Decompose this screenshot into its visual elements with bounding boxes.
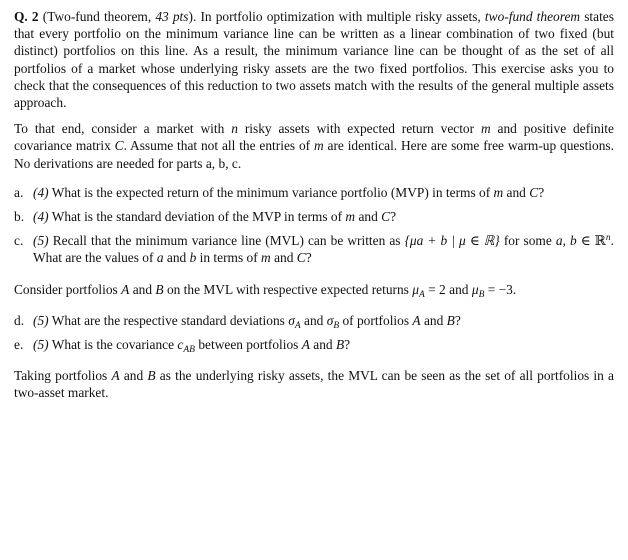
mu-B-value: = −3.	[487, 281, 517, 297]
part-d	[14, 312, 614, 329]
part-c-points: (5)	[33, 233, 49, 249]
part-e-var-B: B	[335, 337, 345, 353]
part-c-text-6: and	[274, 250, 294, 266]
part-d-points: (5)	[33, 312, 49, 328]
mu-symbol-B: μ	[471, 281, 479, 297]
mu-sub-A: A	[418, 289, 425, 300]
closing-paragraph	[14, 367, 614, 401]
intro-text-1: In portfolio optimization with multiple risky assets,	[200, 9, 481, 24]
part-d-var-A: A	[412, 312, 421, 328]
part-d-label: d.	[14, 312, 25, 328]
mu-symbol-A: μ	[412, 281, 419, 297]
part-d-text-3: of portfolios	[342, 312, 410, 328]
part-c-rn-exponent: n	[605, 233, 611, 244]
portfolios-paragraph	[14, 281, 614, 298]
part-e-label: e.	[14, 337, 24, 353]
part-c-var-b: b	[189, 250, 197, 266]
sigma-A: σ	[288, 312, 295, 328]
part-c-label: c.	[14, 233, 24, 249]
part-e-text-3: and	[313, 337, 333, 353]
question-points: 43 pts	[155, 9, 189, 24]
part-c-var-C: C	[296, 250, 306, 266]
var-m: m	[480, 121, 491, 137]
question-title-end: ).	[188, 9, 197, 24]
part-a-text-1: What is the expected return of the minimum variance portfolio (MVP) in terms of	[51, 184, 491, 200]
part-c-var-m: m	[261, 250, 271, 266]
setup-text-3: and positive definite covariance matrix	[14, 121, 614, 154]
part-b-var-C: C	[381, 209, 391, 225]
closing-text-3: as the underlying risky assets, the MVL can be seen as the set of all portfolios in a two-asset market.	[14, 368, 614, 401]
part-e-points: (5)	[33, 337, 49, 353]
part-a-var-m: m	[493, 184, 504, 200]
part-c-text-7: ?	[305, 250, 312, 266]
var-n: n	[231, 121, 238, 137]
question-number: Q. 2	[14, 9, 39, 24]
portfolios-text-1: Consider portfolios	[14, 281, 118, 297]
setup-text-5: are identical. Here are some free warm-up questions. No derivations are needed for parts a, b, c.	[14, 138, 614, 171]
part-c-in-rn: ∈ ℝ	[580, 233, 606, 249]
part-b-points: (4)	[33, 209, 49, 225]
part-d-var-B: B	[446, 312, 455, 328]
part-a-points: (4)	[33, 184, 49, 200]
portfolio-A: A	[121, 281, 130, 297]
cov-c: c	[177, 337, 184, 353]
part-b-label: b.	[14, 209, 25, 225]
closing-text-1: Taking portfolios	[14, 368, 108, 384]
part-d-text-2: and	[304, 312, 324, 328]
part-e-text-2: between portfolios	[198, 337, 299, 353]
part-a-var-C: C	[529, 184, 539, 200]
mu-sub-B: B	[478, 289, 485, 300]
sigma-sub-B: B	[333, 320, 340, 331]
part-b-text-1: What is the standard deviation of the MVP in terms of	[51, 209, 343, 225]
sigma-B: σ	[326, 312, 334, 328]
portfolios-text-2: and	[132, 281, 153, 297]
part-c-text-2: for some	[503, 233, 552, 249]
var-C: C	[114, 138, 124, 154]
sigma-sub-A: A	[294, 320, 301, 331]
setup-text-1: To that end, consider a market with	[14, 121, 225, 137]
closing-var-A: A	[111, 368, 120, 384]
part-d-text-1: What are the respective standard deviations	[51, 312, 285, 328]
part-a-label: a.	[14, 184, 24, 200]
part-c-text-4: and	[166, 250, 187, 266]
portfolios-text-4: and	[449, 281, 469, 297]
part-c-text-3: . What are the values of	[33, 233, 614, 266]
portfolios-text-3: on the MVL with respective expected returns	[166, 281, 409, 297]
part-d-text-4: and	[423, 312, 444, 328]
part-a-text-3: ?	[538, 184, 545, 200]
intro-text-2: states that every portfolio on the minimum variance line can be written as a linear combination of two fixed (but distinct) portfolios on this line. As a result, the minimum variance line can be thought of as the set of all portfolios of a market whose underlying risky assets are the two fixed portfolios. This exercise asks you to check that the consequences of this reduction to two assets match with the results of the general multiple assets approach.	[14, 9, 614, 111]
part-e-text-1: What is the covariance	[51, 337, 175, 353]
part-e	[14, 336, 614, 356]
part-b	[14, 208, 614, 225]
part-c-text-5: in terms of	[199, 250, 258, 266]
part-a	[14, 184, 614, 201]
question-title: (Two-fund theorem,	[42, 9, 152, 24]
setup-text-2: risky assets with expected return vector	[244, 121, 475, 137]
cov-sub-AB: AB	[183, 345, 195, 356]
setup-paragraph	[14, 120, 614, 172]
part-b-text-2: and	[358, 209, 378, 225]
closing-var-B: B	[147, 368, 156, 384]
part-e-var-A: A	[301, 337, 310, 353]
portfolio-B: B	[155, 281, 164, 297]
closing-text-2: and	[123, 368, 144, 384]
question-intro	[14, 8, 614, 111]
part-a-text-2: and	[506, 184, 526, 200]
theorem-name: two-fund theorem	[484, 9, 581, 24]
setup-text-4: . Assume that not all the entries of	[123, 138, 311, 154]
mu-A-value: = 2	[428, 281, 446, 297]
part-d-text-5: ?	[454, 312, 461, 328]
var-m-2: m	[313, 138, 324, 154]
part-c-vars-ab: a, b	[555, 233, 577, 249]
part-e-text-4: ?	[344, 337, 351, 353]
part-b-text-3: ?	[390, 209, 397, 225]
part-c	[14, 232, 614, 266]
part-b-var-m: m	[345, 209, 356, 225]
part-c-text-1: Recall that the minimum variance line (MVL) can be written as	[52, 233, 401, 249]
mvl-set-expression: {μa + b | μ ∈ ℝ}	[404, 233, 500, 249]
part-c-var-a: a	[156, 250, 164, 266]
